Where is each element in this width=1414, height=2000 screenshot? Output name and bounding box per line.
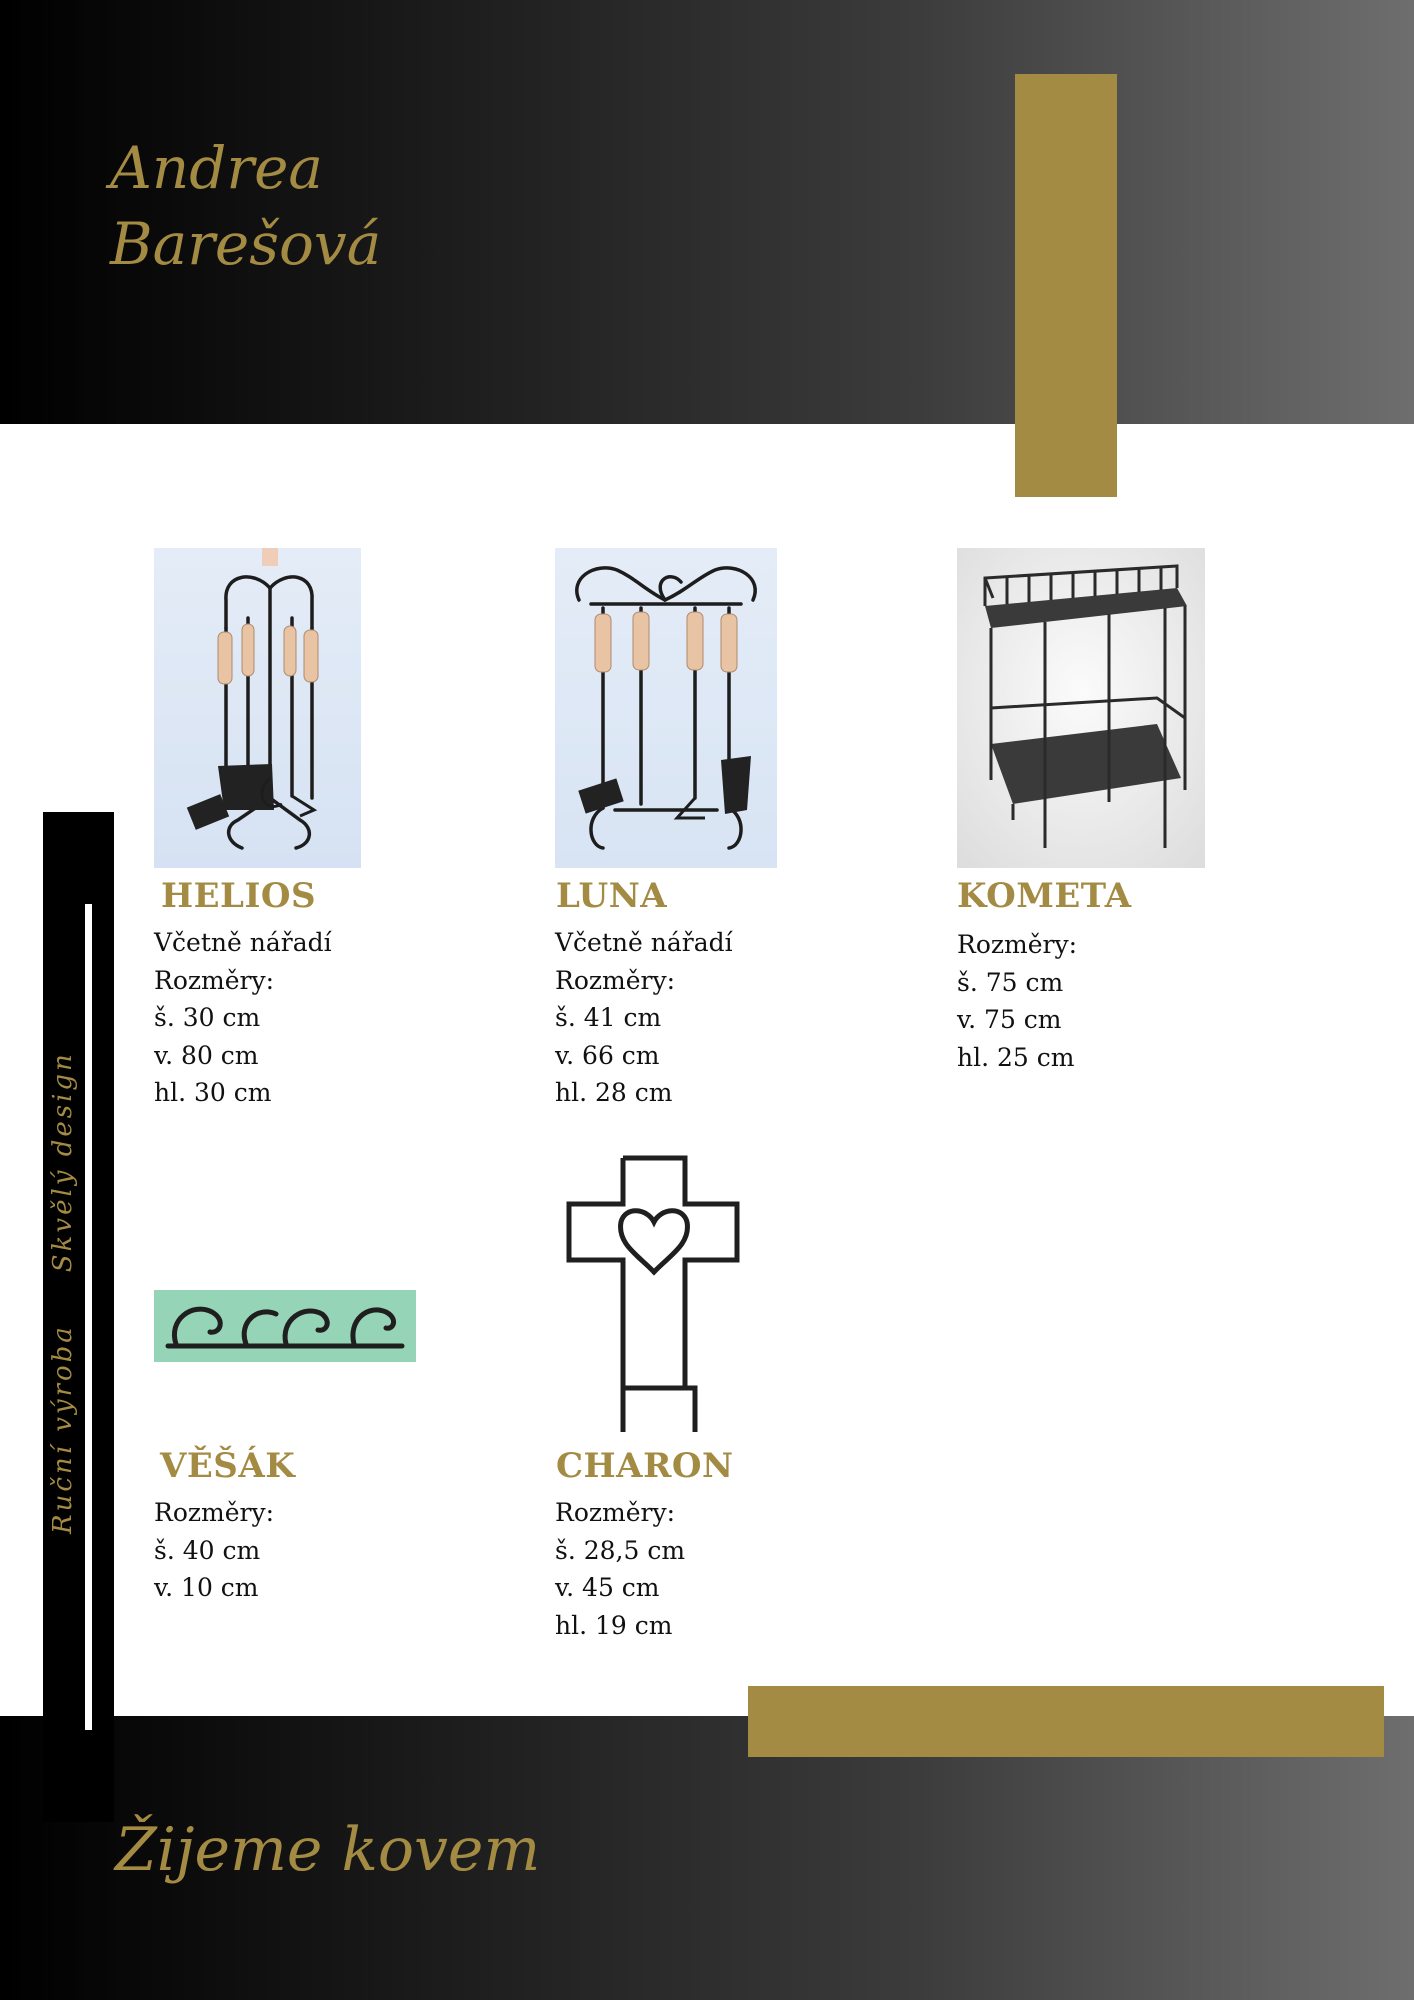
spec-line: v. 45 cm (555, 1573, 660, 1602)
product-name-vesak: VĚŠÁK (160, 1446, 296, 1486)
spec-line: hl. 30 cm (154, 1078, 272, 1107)
side-caption-design: Skvělý design (48, 1051, 78, 1273)
helios-photo (154, 548, 361, 868)
spec-line: hl. 28 cm (555, 1078, 673, 1107)
spec-list-luna (555, 924, 733, 1112)
footer-slogan: Žijeme kovem (115, 1815, 541, 1885)
side-caption-handmade: Ruční výroba (48, 1324, 78, 1534)
product-name-helios: HELIOS (161, 876, 317, 916)
spec-list-charon (555, 1494, 685, 1644)
spec-line: Rozměry: (957, 930, 1078, 959)
spec-line: š. 75 cm (957, 967, 1064, 997)
side-caption (46, 1051, 80, 1534)
spec-line: v. 75 cm (957, 1005, 1062, 1034)
charon-photo (555, 1148, 745, 1438)
gold-accent-bar-vertical (1015, 74, 1117, 497)
gold-accent-bar-horizontal (748, 1686, 1384, 1757)
spec-list-kometa (957, 926, 1077, 1076)
luna-photo (555, 548, 777, 868)
product-name-luna: LUNA (556, 876, 668, 916)
product-name-charon: CHARON (556, 1446, 734, 1486)
vesak-photo (154, 1290, 416, 1362)
spec-line: v. 10 cm (154, 1573, 259, 1602)
spec-line: Rozměry: (555, 965, 676, 995)
spec-line: š. 41 cm (555, 1003, 662, 1032)
spec-list-helios (154, 924, 332, 1112)
spec-line: š. 40 cm (154, 1535, 261, 1565)
brand-name-line2: Barešová (110, 210, 382, 278)
product-name-kometa: KOMETA (957, 876, 1132, 916)
spec-line: Rozměry: (555, 1498, 676, 1527)
kometa-photo (957, 548, 1205, 868)
spec-list-vesak (154, 1494, 274, 1607)
spec-line: hl. 25 cm (957, 1042, 1075, 1072)
spec-line: Včetně nářadí (154, 928, 332, 957)
spec-line: v. 66 cm (555, 1040, 660, 1070)
side-strip-line (85, 904, 92, 1730)
spec-line: Rozměry: (154, 1498, 275, 1527)
spec-line: v. 80 cm (154, 1040, 259, 1070)
spec-line: š. 30 cm (154, 1003, 261, 1032)
spec-line: hl. 19 cm (555, 1610, 673, 1640)
spec-line: Včetně nářadí (555, 928, 733, 957)
brand-name (110, 130, 381, 282)
brand-name-line1: Andrea (110, 134, 323, 202)
spec-line: š. 28,5 cm (555, 1535, 686, 1565)
spec-line: Rozměry: (154, 965, 275, 995)
